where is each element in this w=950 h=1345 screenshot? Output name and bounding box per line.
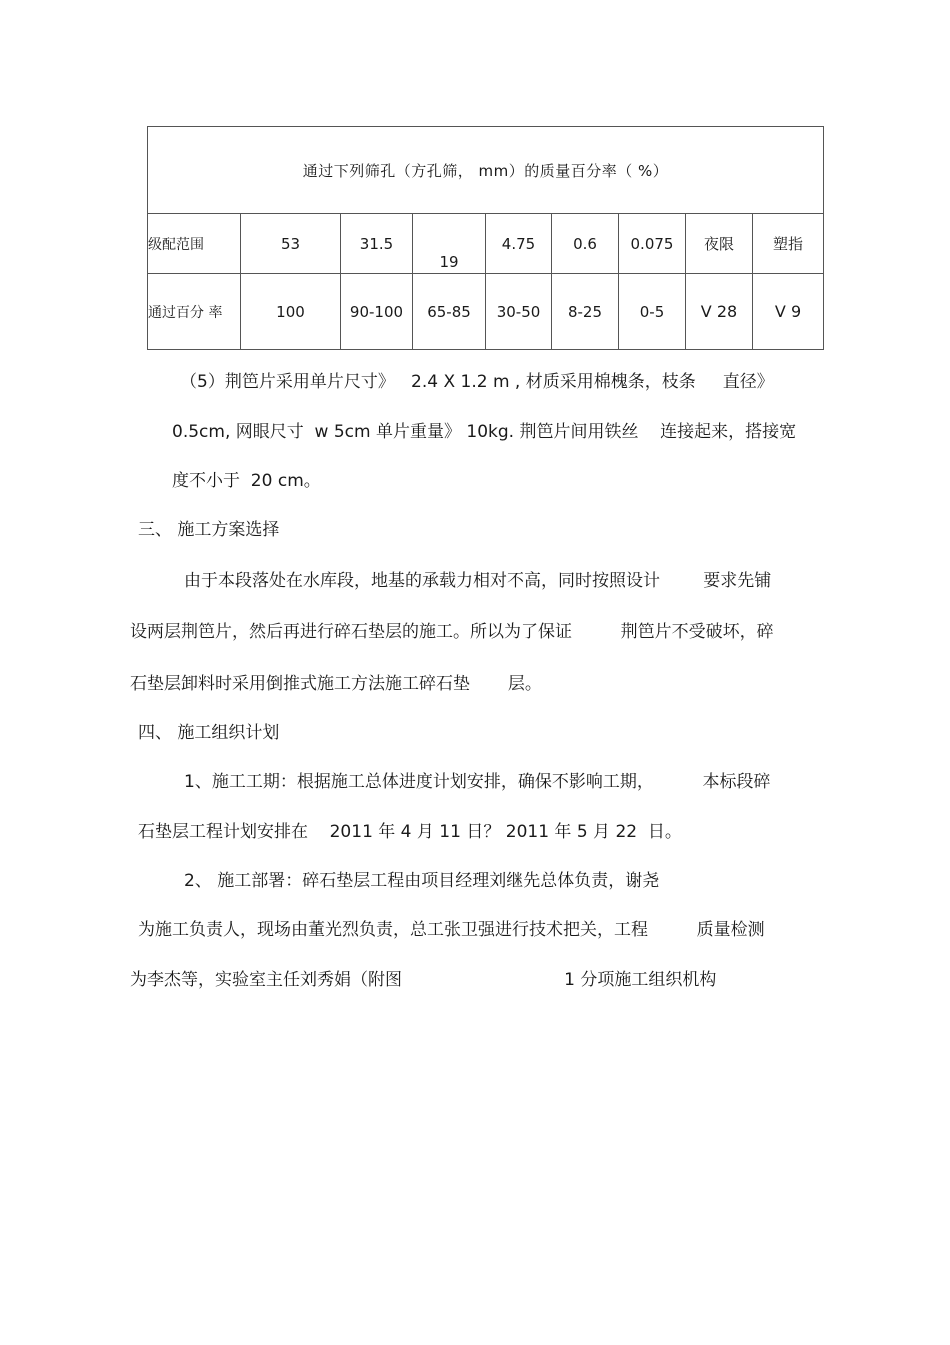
table-row-sizes [148, 214, 824, 274]
table-cell: V 28 [686, 274, 753, 350]
table-cell: 4.75 [486, 214, 552, 274]
table-cell: 夜限 [686, 214, 753, 274]
section-heading: 四、 施工组织计划 [138, 723, 280, 743]
table-cell: 65-85 [413, 274, 486, 350]
text-line: 1、施工工期：根据施工总体进度计划安排，确保不影响工期， 本标段碎 [184, 772, 771, 792]
table-title: 通过下列筛孔（方孔筛， mm）的质量百分率（ %） [148, 127, 824, 214]
table-cell: 100 [241, 274, 341, 350]
table-cell: 19 [413, 214, 486, 274]
section-heading: 三、 施工方案选择 [138, 520, 280, 540]
table-cell: 90-100 [341, 274, 413, 350]
table-cell: 塑指 [753, 214, 824, 274]
text-line: 为施工负责人，现场由董光烈负责，总工张卫强进行技术把关，工程 质量检测 [138, 920, 765, 940]
text-line: 0.5cm, 网眼尺寸 w 5cm 单片重量》 10kg. 荆笆片间用铁丝 连接起来，搭接宽 [172, 422, 797, 442]
gradation-table [147, 126, 824, 350]
table-row-pass [148, 274, 824, 350]
table-cell: 0.6 [552, 214, 619, 274]
text-line: 设两层荆笆片，然后再进行碎石垫层的施工。所以为了保证 荆笆片不受破坏，碎 [130, 622, 774, 642]
text-line: 由于本段落处在水库段，地基的承载力相对不高，同时按照设计 要求先铺 [184, 571, 772, 591]
table-cell: 31.5 [341, 214, 413, 274]
text-line: 2、 施工部署：碎石垫层工程由项目经理刘继先总体负责，谢尧 [184, 871, 660, 891]
text-line: 为李杰等，实验室主任刘秀娟（附图 1 分项施工组织机构 [130, 970, 717, 990]
row-label-sizes: 级配范围 [148, 214, 241, 274]
table-cell: 0-5 [619, 274, 686, 350]
table-cell: V 9 [753, 274, 824, 350]
text-line: （5）荆笆片采用单片尺寸》 2.4 X 1.2 m , 材质采用棉槐条，枝条 直径》 [180, 372, 774, 392]
table-cell: 53 [241, 214, 341, 274]
text-line: 石垫层工程计划安排在 2011 年 4 月 11 日？ 2011 年 5 月 22 日。 [138, 822, 682, 842]
text-line: 石垫层卸料时采用倒推式施工方法施工碎石垫 层。 [130, 674, 542, 694]
row-label-pass: 通过百分 率 [148, 274, 241, 350]
table-cell: 0.075 [619, 214, 686, 274]
text-line: 度不小于 20 cm。 [172, 471, 321, 491]
table-cell: 8-25 [552, 274, 619, 350]
table-cell: 30-50 [486, 274, 552, 350]
